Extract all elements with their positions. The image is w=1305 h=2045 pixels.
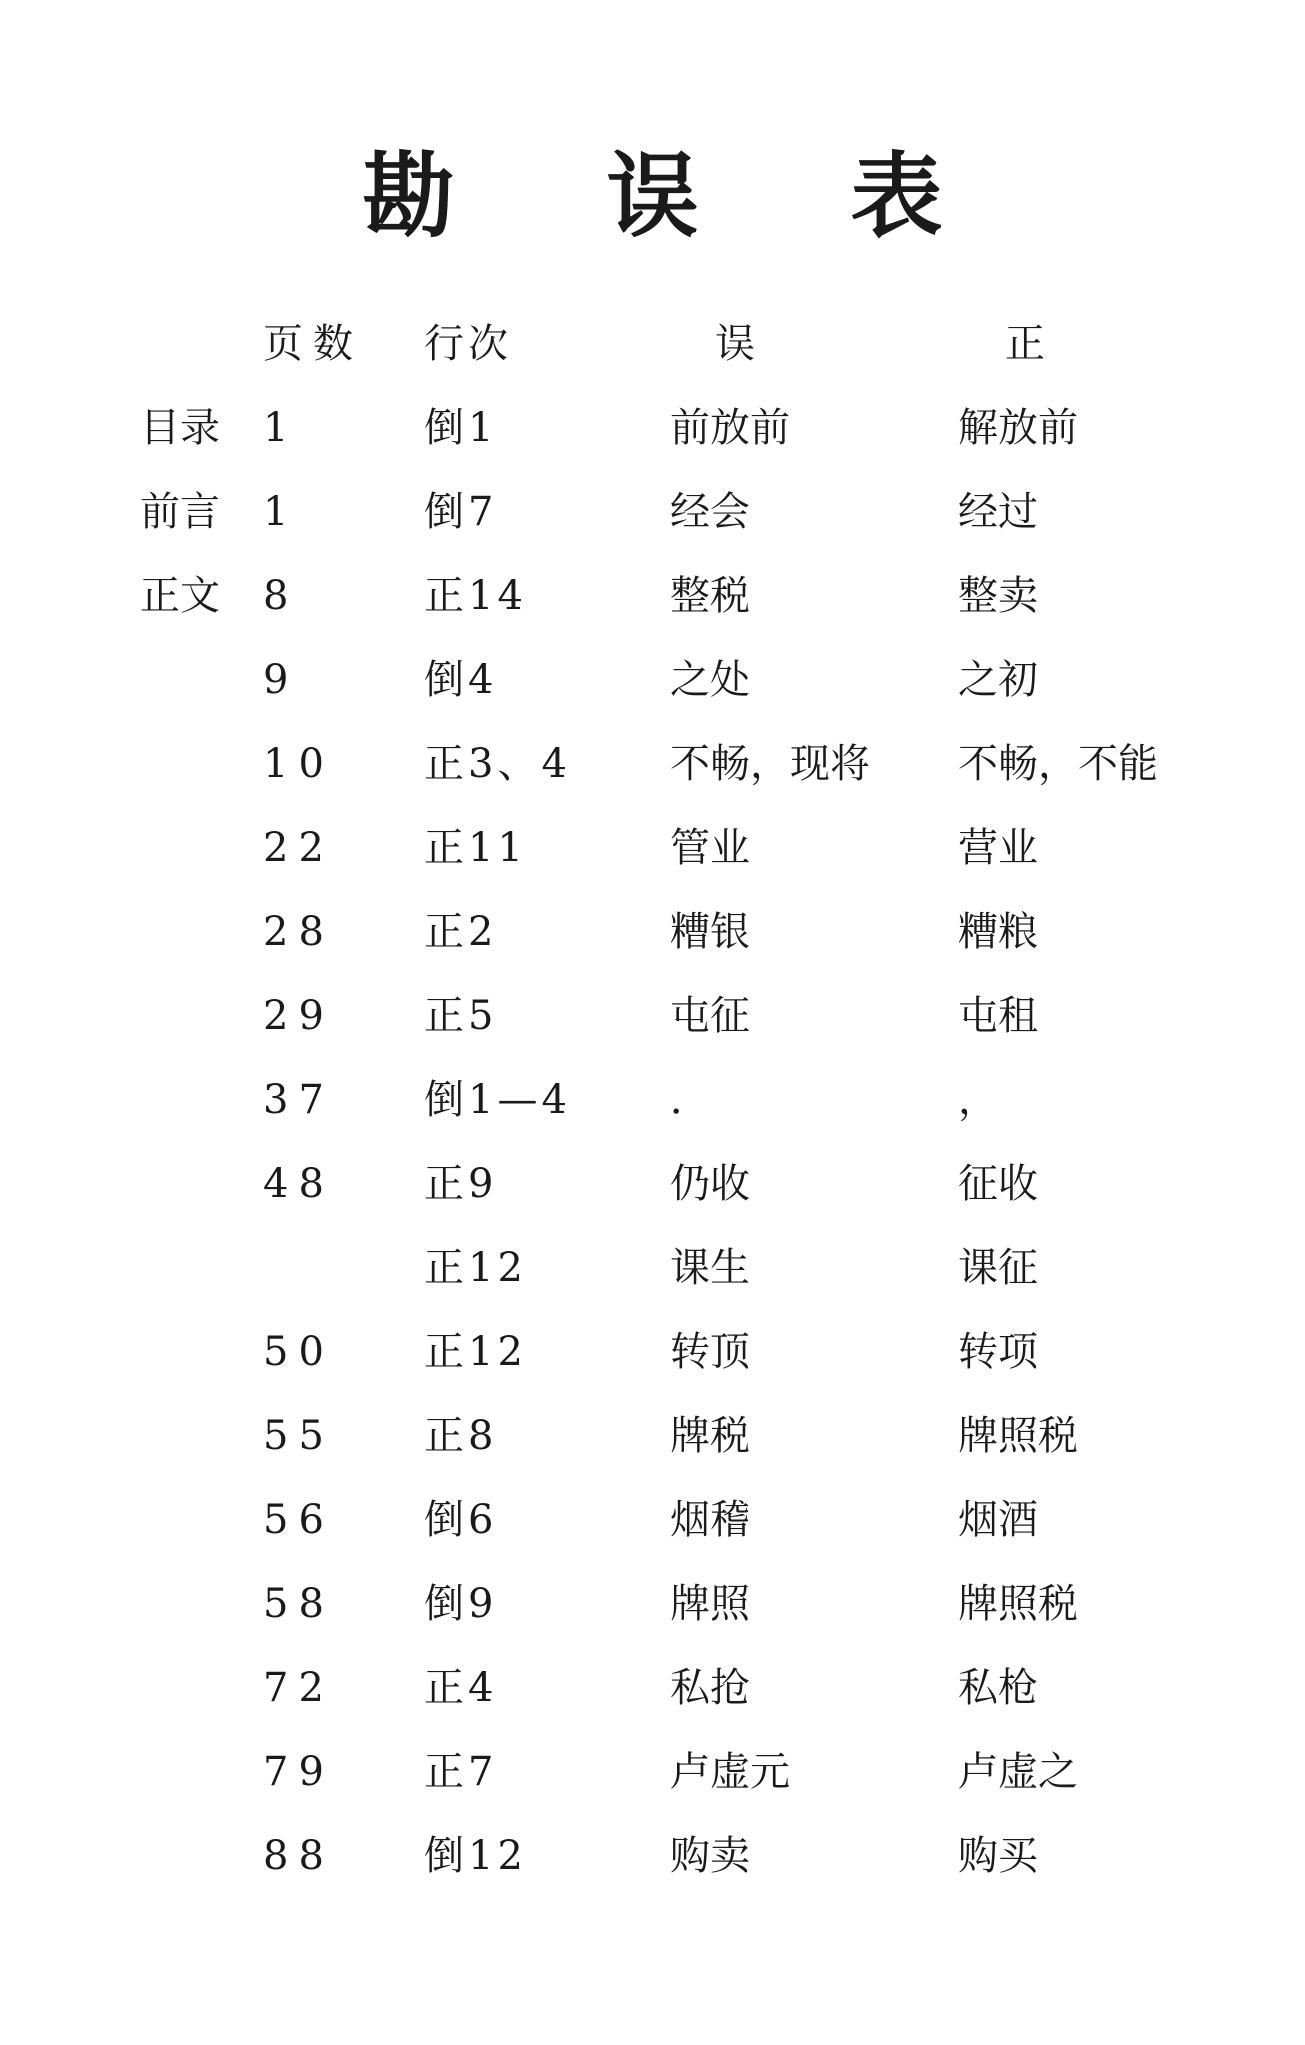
table-row [0,1832,1305,1916]
wrong-text: 整税 [670,573,750,619]
correct-text: 烟酒 [958,1497,1038,1543]
correct-text: ， [958,1077,998,1123]
correct-text: 营业 [958,825,1038,871]
correct-text: 征收 [958,1161,1038,1207]
page-number: 79 [263,1749,334,1795]
line-ref: 倒4 [424,657,498,703]
line-ref: 倒7 [424,489,498,535]
table-header [0,320,1305,404]
correct-text: 牌照税 [958,1413,1078,1459]
table-row [0,1160,1305,1244]
table-row [0,1076,1305,1160]
line-ref: 倒9 [424,1581,498,1627]
correct-text: 私枪 [958,1665,1038,1711]
correct-text: 屯租 [958,993,1038,1039]
wrong-text: 仍收 [670,1161,750,1207]
page-title: 勘 误 表 [362,142,1003,250]
wrong-text: ． [670,1077,710,1123]
wrong-text: 转顶 [670,1329,750,1375]
page-number: 37 [263,1077,334,1123]
wrong-text: 不畅，现将 [670,741,870,787]
page-number: 9 [263,657,299,703]
table-row [0,572,1305,656]
header-line: 行次 [424,321,512,367]
correct-text: 牌照税 [958,1581,1078,1627]
correct-text: 课征 [958,1245,1038,1291]
header-wrong: 误 [715,321,755,367]
wrong-text: 糟银 [670,909,750,955]
table-row [0,740,1305,824]
section-label: 前言 [140,489,220,535]
correct-text: 糟粮 [958,909,1038,955]
line-ref: 倒6 [424,1497,498,1543]
correct-text: 卢虚之 [958,1749,1078,1795]
wrong-text: 屯征 [670,993,750,1039]
page-number: 8 [263,573,299,619]
table-row [0,1412,1305,1496]
table-row [0,908,1305,992]
correct-text: 不畅，不能 [958,741,1158,787]
wrong-text: 购卖 [670,1833,750,1879]
line-ref: 正5 [424,993,498,1039]
correct-text: 解放前 [958,405,1078,451]
line-ref: 正9 [424,1161,498,1207]
correct-text: 整卖 [958,573,1038,619]
line-ref: 正12 [424,1245,527,1291]
header-page: 页数 [263,321,363,367]
correct-text: 购买 [958,1833,1038,1879]
correct-text: 之初 [958,657,1038,703]
table-row [0,1580,1305,1664]
table-row [0,656,1305,740]
page-number: 55 [263,1413,334,1459]
line-ref: 倒1 [424,405,498,451]
table-row [0,1664,1305,1748]
line-ref: 正12 [424,1329,527,1375]
table-row [0,824,1305,908]
line-ref: 正7 [424,1749,498,1795]
wrong-text: 烟稽 [670,1497,750,1543]
wrong-text: 卢虚元 [670,1749,790,1795]
wrong-text: 牌照 [670,1581,750,1627]
page-number: 1 [263,489,299,535]
wrong-text: 牌税 [670,1413,750,1459]
header-right: 正 [1005,321,1045,367]
line-ref: 正11 [424,825,527,871]
table-row [0,1496,1305,1580]
line-ref: 倒1—4 [424,1077,571,1123]
line-ref: 倒12 [424,1833,527,1879]
section-label: 正文 [140,573,220,619]
line-ref: 正2 [424,909,498,955]
wrong-text: 之处 [670,657,750,703]
table-row [0,488,1305,572]
page-number: 88 [263,1833,334,1879]
page-number: 56 [263,1497,334,1543]
wrong-text: 经会 [670,489,750,535]
page-number: 58 [263,1581,334,1627]
page-number: 28 [263,909,334,955]
line-ref: 正14 [424,573,527,619]
correct-text: 转项 [958,1329,1038,1375]
line-ref: 正3、4 [424,741,571,787]
page-number: 1 [263,405,299,451]
wrong-text: 管业 [670,825,750,871]
page-number: 72 [263,1665,334,1711]
wrong-text: 课生 [670,1245,750,1291]
section-label: 目录 [140,405,220,451]
page-number: 48 [263,1161,334,1207]
page-number: 50 [263,1329,334,1375]
table-row [0,404,1305,488]
wrong-text: 私抢 [670,1665,750,1711]
correct-text: 经过 [958,489,1038,535]
line-ref: 正8 [424,1413,498,1459]
table-row [0,992,1305,1076]
errata-table [0,320,1305,1916]
table-row [0,1748,1305,1832]
table-row [0,1328,1305,1412]
line-ref: 正4 [424,1665,498,1711]
page-number: 10 [263,741,334,787]
page-number: 22 [263,825,334,871]
wrong-text: 前放前 [670,405,790,451]
table-row [0,1244,1305,1328]
page-number: 29 [263,993,334,1039]
